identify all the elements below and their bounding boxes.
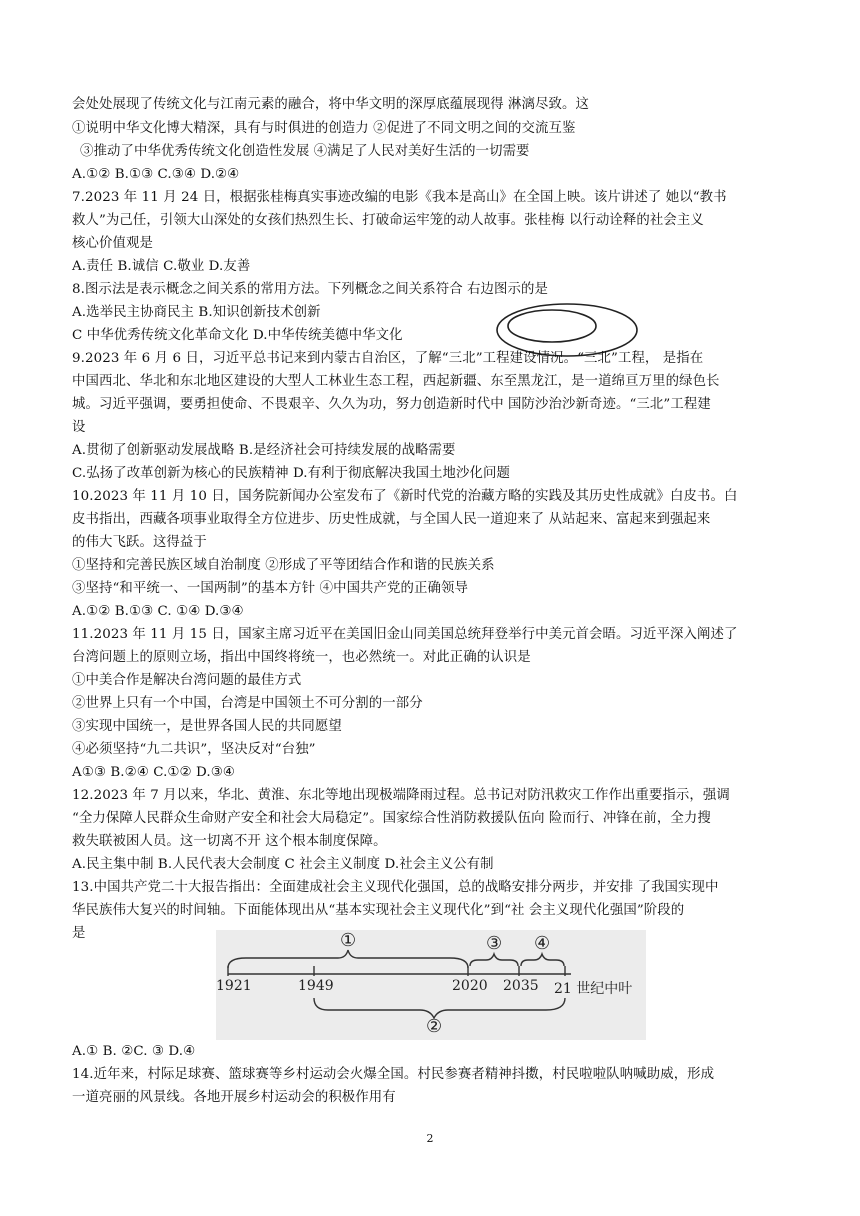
text-line: ①中美合作是解决台湾问题的最佳方式 bbox=[72, 673, 302, 688]
answer-options: A①③ B.②④ C.①② D.③④ bbox=[72, 765, 235, 780]
question-10: 10.2023 年 11 月 10 日，国务院新闻办公室发布了《新时代党的治藏方略的实践及其历史性成就》白皮书。白 bbox=[72, 489, 738, 504]
text-line: “全力保障人民群众生命财产安全和社会大局稳定”。国家综合性消防救援队伍向 险而行、冲锋在前，全力搜 bbox=[72, 811, 711, 826]
answer-options: A.选举民主协商民主 B.知识创新技术创新 bbox=[72, 305, 321, 320]
text-line: ④必须坚持“九二共识”，坚决反对“台独” bbox=[72, 742, 316, 757]
text-line: 华民族伟大复兴的时间轴。下面能体现出从“基本实现社会主义现代化”到“社 会主义现代化强国”阶段的 bbox=[72, 903, 685, 918]
text-line: ③实现中国统一，是世界各国人民的共同愿望 bbox=[72, 719, 342, 734]
answer-options: A.贯彻了创新驱动发展战略 B.是经济社会可持续发展的战略需要 bbox=[72, 443, 456, 458]
text-line: ①说明中华文化博大精深，具有与时俱进的创造力 ②促进了不同文明之间的交流互鉴 bbox=[72, 121, 576, 136]
question-7: 7.2023 年 11 月 24 日，根据张桂梅真实事迹改编的电影《我本是高山》在全国上映。该片讲述了 她以“教书 bbox=[72, 190, 727, 205]
answer-options: A.责任 B.诚信 C.敬业 D.友善 bbox=[72, 259, 251, 274]
text-line: 的伟大飞跃。这得益于 bbox=[72, 535, 207, 550]
answer-options: A.①② B.①③ C.③④ D.②④ bbox=[72, 167, 240, 182]
marker-3: ③ bbox=[486, 933, 503, 954]
page-number: 2 bbox=[426, 1132, 434, 1145]
text-line: 台湾问题上的原则立场，指出中国终将统一，也必然统一。对此正确的认识是 bbox=[72, 650, 531, 665]
inner-ellipse bbox=[508, 310, 596, 342]
year-mid-century: 21 世纪中叶 bbox=[554, 981, 633, 997]
text-line: 皮书指出，西藏各项事业取得全方位进步、历史性成就，与全国人民一道迎来了 从站起来、富起来到强起来 bbox=[72, 512, 711, 527]
year-1921: 1921 bbox=[216, 978, 252, 994]
timeline-figure bbox=[216, 930, 646, 1040]
text-line: 城。习近平强调，要勇担使命、不畏艰辛、久久为功，努力创造新时代中 国防沙治沙新奇迹。“三北”工程建 bbox=[72, 397, 711, 412]
text-line: 是 bbox=[72, 926, 86, 941]
question-9: 9.2023 年 6 月 6 日，习近平总书记来到内蒙古自治区，了解“三北”工程建设情况。“三北”工程， 是指在 bbox=[72, 351, 704, 366]
text-line: 核心价值观是 bbox=[72, 236, 153, 251]
text-line: 设 bbox=[72, 420, 86, 435]
answer-options: A.① B. ②C. ③ D.④ bbox=[72, 1044, 196, 1059]
answer-options: C 中华优秀传统文化革命文化 D.中华传统美德中华文化 bbox=[72, 328, 403, 343]
outer-ellipse bbox=[497, 304, 637, 356]
question-12: 12.2023 年 7 月以来，华北、黄淮、东北等地出现极端降雨过程。总书记对防汛救灾工作作出重要指示，强调 bbox=[72, 788, 730, 803]
answer-options: C.弘扬了改革创新为核心的民族精神 D.有利于彻底解决我国土地沙化问题 bbox=[72, 466, 511, 481]
year-1949: 1949 bbox=[298, 978, 334, 994]
marker-2: ② bbox=[426, 1016, 443, 1037]
text-line: 救失联被困人员。这一切离不开 这个根本制度保障。 bbox=[72, 834, 387, 849]
text-line: ③坚持“和平统一、一国两制”的基本方针 ④中国共产党的正确领导 bbox=[72, 581, 468, 596]
text-line: 中国西北、华北和东北地区建设的大型人工林业生态工程，西起新疆、东至黑龙江，是一道绵亘万里的绿色长 bbox=[72, 374, 720, 389]
question-14: 14.近年来，村际足球赛、篮球赛等乡村运动会火爆全国。村民参赛者精神抖擞，村民啦啦队呐喊助威，形成 bbox=[72, 1067, 715, 1082]
answer-options: A.民主集中制 B.人民代表大会制度 C 社会主义制度 D.社会主义公有制 bbox=[72, 857, 494, 872]
text-line: ③推动了中华优秀传统文化创造性发展 ④满足了人民对美好生活的一切需要 bbox=[80, 144, 530, 159]
text-line: 会处处展现了传统文化与江南元素的融合，将中华文明的深厚底蕴展现得 淋漓尽致。这 bbox=[72, 97, 589, 112]
text-line: ②世界上只有一个中国，台湾是中国领土不可分割的一部分 bbox=[72, 696, 423, 711]
question-8: 8.图示法是表示概念之间关系的常用方法。下列概念之间关系符合 右边图示的是 bbox=[72, 282, 549, 297]
marker-4: ④ bbox=[534, 933, 551, 954]
year-2035: 2035 bbox=[503, 978, 539, 994]
marker-1: ① bbox=[340, 930, 357, 951]
text-line: 救人”为己任，引领大山深处的女孩们热烈生长、打破命运牢笼的动人故事。张桂梅 以行动诠释的社会主义 bbox=[72, 213, 704, 228]
question-11: 11.2023 年 11 月 15 日，国家主席习近平在美国旧金山同美国总统拜登举行中美元首会晤。习近平深入阐述了 bbox=[72, 627, 738, 642]
question-13: 13.中国共产党二十大报告指出：全面建成社会主义现代化强国，总的战略安排分两步，并安排 了我国实现中 bbox=[72, 880, 719, 895]
answer-options: A.①② B.①③ C. ①④ D.③④ bbox=[72, 604, 244, 619]
year-2020: 2020 bbox=[452, 978, 488, 994]
text-line: ①坚持和完善民族区域自治制度 ②形成了平等团结合作和谐的民族关系 bbox=[72, 558, 495, 573]
text-line: 一道亮丽的风景线。各地开展乡村运动会的积极作用有 bbox=[72, 1090, 396, 1105]
